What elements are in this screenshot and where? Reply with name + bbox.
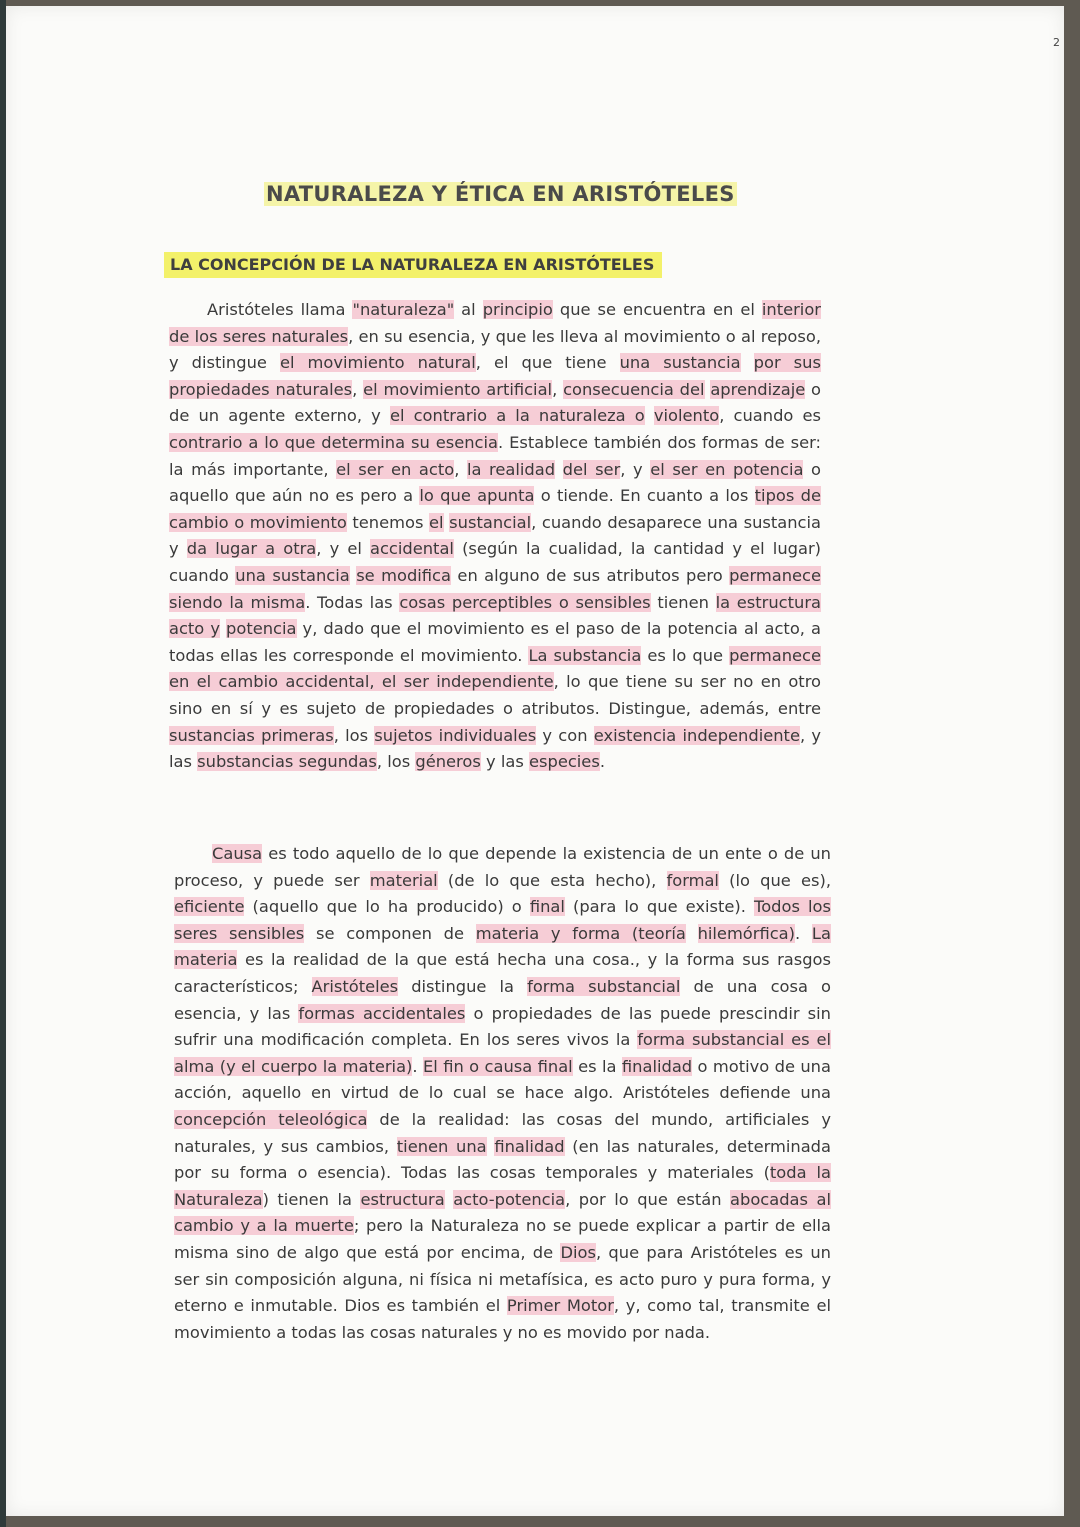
highlighted-phrase: La materia	[174, 923, 831, 970]
highlighted-phrase: finalidad	[621, 1056, 693, 1076]
section-heading: LA CONCEPCIÓN DE LA NATURALEZA EN ARISTÓTELES	[164, 252, 662, 278]
highlighted-phrase: Todos los seres sensibles	[174, 897, 832, 943]
highlighted-phrase: acto-potencia	[453, 1189, 566, 1209]
highlighted-phrase: El fin o causa final	[422, 1056, 573, 1076]
highlighted-phrase: finalidad	[494, 1136, 565, 1156]
highlighted-phrase: consecuencia del	[563, 379, 705, 399]
highlighted-phrase: da lugar a otra	[186, 539, 317, 559]
highlighted-phrase: Aristóteles	[311, 976, 399, 996]
highlighted-phrase: sujetos individuales	[374, 725, 537, 745]
highlighted-phrase: del ser	[562, 459, 621, 479]
highlighted-phrase: formas accidentales	[298, 1003, 466, 1023]
document-title-text: NATURALEZA Y ÉTICA EN ARISTÓTELES	[266, 182, 735, 206]
highlighted-phrase: el contrario a la naturaleza o	[389, 406, 645, 426]
highlighted-phrase: la estructura acto y	[169, 592, 821, 639]
highlighted-phrase: forma substancial	[527, 976, 681, 996]
highlighted-phrase: el	[429, 512, 444, 532]
highlighted-phrase: la realidad	[466, 459, 556, 479]
highlighted-phrase: Primer Motor	[506, 1296, 614, 1316]
highlighted-phrase: Causa	[212, 844, 263, 863]
highlighted-phrase: material	[369, 870, 438, 890]
highlighted-phrase: "naturaleza"	[352, 300, 455, 319]
page-number-mark: 2	[1053, 36, 1060, 49]
highlighted-phrase: final	[529, 897, 565, 917]
highlighted-phrase: materia y forma (teoría	[475, 923, 686, 943]
highlighted-phrase: el movimiento natural	[279, 353, 476, 373]
highlighted-phrase: formal	[666, 870, 719, 890]
highlighted-phrase: concepción teleológica	[174, 1109, 368, 1129]
highlighted-phrase: lo que apunta	[419, 486, 535, 506]
highlighted-phrase: el movimiento artificial	[363, 379, 553, 399]
highlighted-phrase: el ser en acto	[336, 459, 455, 479]
highlighted-phrase: Dios	[560, 1242, 596, 1262]
highlighted-phrase: una sustancia	[235, 565, 350, 585]
paragraph-causa: Causa es todo aquello de lo que depende la existencia de un ente o de un proceso, y puede ser material (de lo que esta hecho), formal (lo que es), eficiente (aquello que lo ha producido) o final (para lo que existe). Todos los seres sensibles se componen de materia y forma (teoría hilemórfica). La materia es la realidad de la que está hecha una cosa., y la forma sus rasgos característicos; Aristóteles distingue la forma substancial de una cosa o esencia, y las formas accidentales o propiedades de las puede prescindir sin sufrir una modificación completa. En los seres vivos la forma substancial es el alma (y el cuerpo la materia). El fin o causa final es la finalidad o motivo de una acción, aquello en virtud de lo cual se hace algo. Aristóteles defiende una concepción teleológica de la realidad: las cosas del mundo, artificiales y naturales, y sus cambios, tienen una finalidad (en las naturales, determinada por su forma o esencia). Todas las cosas temporales y materiales (toda la Naturaleza) tienen la estructura acto-potencia, por lo que están abocadas al cambio y a la muerte; pero la Naturaleza no se puede explicar a partir de ella misma sino de algo que está por encima, de Dios, que para Aristóteles es un ser sin composición alguna, ni física ni metafísica, es acto puro y pura forma, y eterno e inmutable. Dios es también el Primer Motor, y, como tal, transmite el movimiento a todas las cosas naturales y no es movido por nada.	[174, 844, 832, 1342]
highlighted-phrase: principio	[482, 300, 553, 319]
highlighted-phrase: eficiente	[174, 897, 245, 917]
highlighted-phrase: sustancias primeras	[169, 725, 334, 745]
highlighted-phrase: permanece en el cambio accidental, el ser independiente	[169, 645, 821, 692]
highlighted-phrase: abocadas al cambio y a la muerte	[174, 1189, 831, 1236]
highlighted-phrase: aprendizaje	[710, 379, 806, 399]
highlighted-phrase: forma substancial es el alma (y el cuerpo la materia)	[174, 1030, 831, 1076]
highlighted-phrase: La substancia	[528, 645, 642, 665]
highlighted-phrase: especies	[528, 752, 600, 772]
highlighted-phrase: cosas perceptibles o sensibles	[399, 592, 651, 612]
highlighted-phrase: toda la Naturaleza	[174, 1163, 831, 1209]
document-page	[6, 6, 1064, 1516]
highlighted-phrase: existencia independiente	[593, 725, 800, 745]
highlighted-phrase: el ser en potencia	[650, 459, 804, 479]
highlighted-phrase: contrario a lo que determina su esencia	[169, 432, 499, 452]
highlighted-phrase: tienen una	[396, 1136, 487, 1156]
highlighted-phrase: tipos de cambio o movimiento	[169, 486, 821, 532]
paragraph-naturaleza: Aristóteles llama "naturaleza" al principio que se encuentra en el interior de los seres naturales, en su esencia, y que les lleva al movimiento o al reposo, y distingue el movimiento natural, el que tiene una sustancia por sus propiedades naturales, el movimiento artificial, consecuencia del aprendizaje o de un agente externo, y el contrario a la naturaleza o violento, cuando es contrario a lo que determina su esencia. Establece también dos formas de ser: la más importante, el ser en acto, la realidad del ser, y el ser en potencia o aquello que aún no es pero a lo que apunta o tiende. En cuanto a los tipos de cambio o movimiento tenemos el sustancial, cuando desaparece una sustancia y da lugar a otra, y el accidental (según la cualidad, la cantidad y el lugar) cuando una sustancia se modifica en alguno de sus atributos pero permanece siendo la misma. Todas las cosas perceptibles o sensibles tienen la estructura acto y potencia y, dado que el movimiento es el paso de la potencia al acto, a todas ellas les corresponde el movimiento. La substancia es lo que permanece en el cambio accidental, el ser independiente, lo que tiene su ser no en otro sino en sí y es sujeto de propiedades o atributos. Distingue, además, entre sustancias primeras, los sujetos individuales y con existencia independiente, y las substancias segundas, los géneros y las especies.	[169, 300, 822, 772]
highlighted-phrase: interior de los seres naturales	[169, 300, 821, 346]
highlighted-phrase: accidental	[369, 539, 454, 559]
document-title	[264, 182, 737, 206]
highlighted-phrase: substancias segundas	[197, 752, 377, 772]
highlighted-phrase: una sustancia	[619, 353, 741, 373]
highlighted-phrase: géneros	[415, 752, 481, 772]
highlighted-phrase: potencia	[226, 619, 297, 639]
highlighted-phrase: hilemórfica)	[697, 923, 795, 943]
highlighted-phrase: por sus propiedades naturales	[169, 353, 821, 399]
highlighted-phrase: permanece siendo la misma	[169, 565, 821, 612]
highlighted-phrase: violento	[653, 406, 720, 426]
highlighted-phrase: sustancial	[449, 512, 532, 532]
highlighted-phrase: estructura	[360, 1189, 445, 1209]
highlighted-phrase: se modifica	[356, 565, 451, 585]
